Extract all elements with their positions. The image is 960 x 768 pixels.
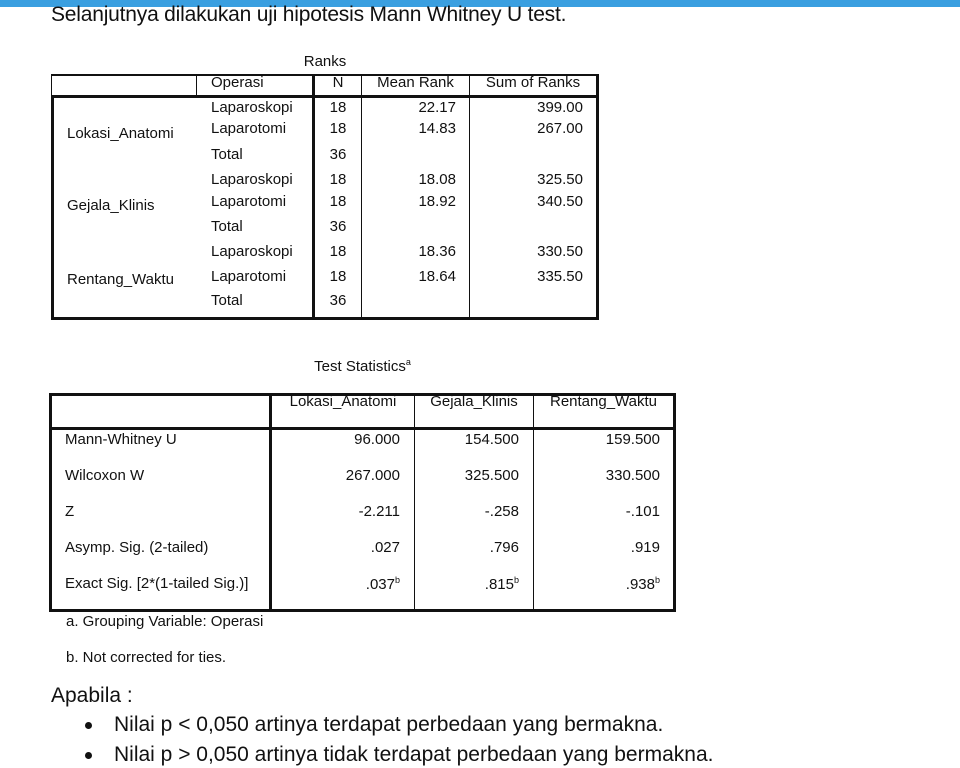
- ranks-operasi: Laparotomi: [211, 120, 287, 137]
- test-statistics-title-text: Test Statistics: [314, 358, 406, 375]
- ranks-n: 18: [329, 120, 347, 137]
- ranks-variable-label: Gejala_Klinis: [67, 197, 155, 214]
- stat-label: Mann-Whitney U: [65, 431, 177, 448]
- ranks-mean-rank: 14.83: [418, 120, 456, 137]
- stat-value: 159.500: [605, 431, 660, 448]
- ranks-sum: 267.00: [537, 120, 583, 137]
- conclusion-heading: Apabila :: [51, 684, 133, 707]
- footnote-a: a. Grouping Variable: Operasi: [66, 613, 264, 630]
- conclusion-bullet: [85, 743, 713, 767]
- ranks-operasi: Laparoskopi: [211, 243, 293, 260]
- ranks-sum: 335.50: [537, 268, 583, 285]
- ranks-n: 18: [329, 193, 347, 210]
- stat-value: .938$^b$: [625, 575, 660, 593]
- col-header-n: N: [332, 74, 344, 91]
- ranks-n: 18: [329, 171, 347, 188]
- col-header-rentang-waktu: Rentang_Waktu: [549, 393, 657, 410]
- ranks-mean-rank: 18.08: [418, 171, 456, 188]
- stat-value: .027: [370, 539, 400, 556]
- intro-text: Selanjutnya dilakukan uji hipotesis Mann Whitney U test.: [51, 3, 567, 26]
- stat-label: Wilcoxon W: [65, 467, 145, 484]
- ranks-operasi: Laparotomi: [211, 193, 287, 210]
- ranks-sum: 399.00: [537, 99, 583, 116]
- ranks-operasi: Laparoskopi: [211, 171, 293, 188]
- stat-label: Z: [65, 503, 75, 520]
- ranks-n: 36: [329, 218, 347, 235]
- stat-value: .037$^b$: [365, 575, 400, 593]
- stat-value: -.101: [625, 503, 660, 520]
- stat-value: 267.000: [345, 467, 400, 484]
- ranks-mean-rank: 22.17: [418, 99, 456, 116]
- ranks-n: 18: [329, 243, 347, 260]
- ranks-operasi: Total: [211, 218, 243, 235]
- stat-value: -2.211: [358, 503, 400, 520]
- ranks-n: 36: [329, 146, 347, 163]
- ranks-n: 18: [329, 99, 347, 116]
- ranks-operasi: Laparotomi: [211, 268, 287, 285]
- ranks-n: 18: [329, 268, 347, 285]
- bullet-text: Nilai p > 0,050 artinya tidak terdapat perbedaan yang bermakna.: [114, 743, 714, 766]
- stat-value: 154.500: [464, 431, 519, 448]
- col-header-gejala-klinis: Gejala_Klinis: [430, 393, 518, 410]
- col-header-lokasi-anatomi: Lokasi_Anatomi: [289, 393, 397, 410]
- stat-value: -.258: [484, 503, 519, 520]
- col-header-operasi: Operasi: [211, 74, 264, 91]
- bullet-icon: [85, 722, 92, 729]
- stat-label: Asymp. Sig. (2-tailed): [65, 539, 209, 556]
- ranks-variable-label: Lokasi_Anatomi: [67, 125, 174, 142]
- test-statistics-title: [49, 357, 676, 375]
- ranks-mean-rank: 18.64: [418, 268, 456, 285]
- ranks-title: Ranks: [303, 53, 347, 70]
- stat-value: 330.500: [605, 467, 660, 484]
- ranks-sum: 340.50: [537, 193, 583, 210]
- stat-value: .919: [630, 539, 660, 556]
- ranks-mean-rank: 18.92: [418, 193, 456, 210]
- ranks-sum: 325.50: [537, 171, 583, 188]
- test-statistics-table: [49, 393, 676, 612]
- stat-value: .815$^b$: [484, 575, 519, 593]
- ranks-operasi: Total: [211, 292, 243, 309]
- ranks-table: [51, 74, 599, 320]
- footnote-b: b. Not corrected for ties.: [66, 649, 227, 666]
- ranks-mean-rank: 18.36: [418, 243, 456, 260]
- bullet-icon: [85, 752, 92, 759]
- stat-value: .796: [489, 539, 519, 556]
- stat-label: Exact Sig. [2*(1-tailed Sig.)]: [65, 575, 249, 592]
- title-footnote-marker: a: [405, 357, 411, 367]
- ranks-operasi: Total: [211, 146, 243, 163]
- stat-value: 96.000: [354, 431, 400, 448]
- ranks-n: 36: [329, 292, 347, 309]
- col-header-mean-rank: Mean Rank: [377, 74, 454, 91]
- conclusion-bullet: [85, 713, 663, 737]
- col-header-sum-of-ranks: Sum of Ranks: [485, 74, 581, 91]
- ranks-sum: 330.50: [537, 243, 583, 260]
- bullet-text: Nilai p < 0,050 artinya terdapat perbedaan yang bermakna.: [114, 713, 664, 736]
- ranks-operasi: Laparoskopi: [211, 99, 293, 116]
- ranks-variable-label: Rentang_Waktu: [67, 271, 175, 288]
- stat-value: 325.500: [464, 467, 519, 484]
